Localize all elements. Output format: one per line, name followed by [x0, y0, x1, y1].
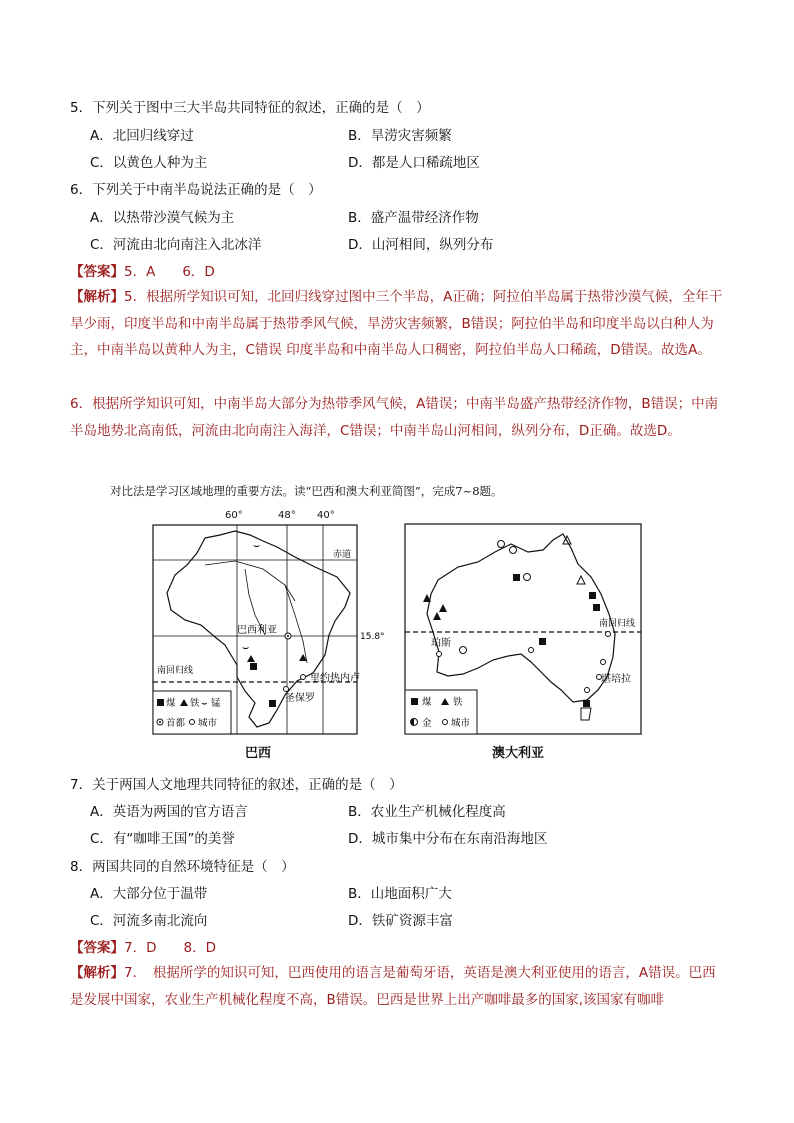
- aus-legend-city: 城市: [451, 718, 471, 729]
- coal-symbol-2: [269, 700, 276, 707]
- lon-label-40: 40°: [317, 510, 335, 521]
- answer-5-6: [70, 260, 215, 280]
- explanation-label: 【解析】: [70, 289, 124, 305]
- lon-label-60: 60°: [225, 510, 243, 521]
- legend-coal: 煤: [166, 698, 176, 709]
- legend-capital: 首都: [166, 718, 186, 729]
- q8-option-c: C．河流多南北流向: [90, 913, 208, 929]
- aus-legend-gold: 金: [422, 718, 432, 729]
- q7-option-b: B．农业生产机械化程度高: [348, 804, 506, 820]
- brazil-map: [145, 505, 385, 755]
- q5-stem: 5．下列关于图中三大半岛共同特征的叙述，正确的是（ ）: [70, 100, 430, 116]
- explanation-5: [70, 284, 726, 364]
- q5-option-a: A．北回归线穿过: [90, 128, 194, 144]
- city-perth-label: 珀斯: [431, 638, 451, 649]
- svg-text:⌣: ⌣: [201, 698, 208, 709]
- q5-option-d: D．都是人口稀疏地区: [348, 155, 480, 171]
- explanation-5-text: 5．根据所学知识可知，北回归线穿过图中三个半岛，A正确；阿拉伯半岛属于热带沙漠气候，全年干旱少雨，印度半岛和中南半岛属于热带季风气候，旱涝灾害频繁，B错误；阿拉伯半岛和印度半岛以白种人为主，中南半岛以黄种人为主，C错误 印度半岛和中南半岛人口稠密，阿拉伯半岛人口稀疏，D错误。故选A。: [70, 289, 723, 358]
- q8-option-d: D．铁矿资源丰富: [348, 913, 453, 929]
- iron-symbol: [247, 655, 255, 662]
- coal-symbol: [250, 663, 257, 670]
- australia-map: [403, 522, 643, 736]
- brazil-caption: 巴西: [245, 746, 272, 761]
- q6-option-d: D．山河相间，纵列分布: [348, 237, 494, 253]
- legend-manganese: 锰: [211, 698, 221, 709]
- legend-iron: 铁: [190, 698, 200, 709]
- brazil-tropic-label: 南回归线: [157, 666, 194, 676]
- equator-label: 赤道: [333, 550, 352, 560]
- q6-option-b: B．盛产温带经济作物: [348, 210, 479, 226]
- legend-city: 城市: [198, 718, 218, 729]
- q5-option-c: C．以黄色人种为主: [90, 155, 208, 171]
- q5-option-b: B．旱涝灾害频繁: [348, 128, 452, 144]
- answer-label: 【答案】: [70, 264, 124, 280]
- lon-label-48: 48°: [278, 510, 296, 521]
- aus-tropic-label: 南回归线: [599, 619, 636, 629]
- q8-option-a: A．大部分位于温带: [90, 886, 208, 902]
- city-perth: [437, 652, 442, 657]
- q7-option-d: D．城市集中分布在东南沿海地区: [348, 831, 548, 847]
- explanation-7-text: 7． 根据所学的知识可知，巴西使用的语言是葡萄牙语，英语是澳大利亚使用的语言，A错误。巴西是发展中国家，农业生产机械化程度不高，B错误。巴西是世界上出产咖啡最多的国家,该国家有咖啡: [70, 965, 716, 1008]
- q8-stem: 8．两国共同的自然环境特征是（ ）: [70, 859, 295, 875]
- q8-option-b: B．山地面积广大: [348, 886, 452, 902]
- explanation-label-2: 【解析】: [70, 965, 124, 981]
- q6-stem: 6．下列关于中南半岛说法正确的是（ ）: [70, 182, 322, 198]
- explanation-7: [70, 960, 726, 1013]
- city-rio: [301, 675, 306, 680]
- city-rio-label: 里约热内卢: [310, 673, 360, 684]
- city-saopaulo-label: 圣保罗: [285, 693, 315, 704]
- q6-option-c: C．河流由北向南注入北冰洋: [90, 237, 262, 253]
- answer-label-2: 【答案】: [70, 940, 124, 956]
- city-brasilia-label: 巴西利亚: [237, 625, 277, 636]
- lat-15-8-label: 15.8°: [360, 632, 385, 642]
- manganese-symbol: ⌣: [253, 539, 261, 552]
- explanation-6: 6．根据所学知识可知，中南半岛大部分为热带季风气候，A错误；中南半岛盛产热带经济作物，B错误；中南半岛地势北高南低，河流由北向南注入海洋，C错误；中南半岛山河相间，纵列分布，D正确。故选D。: [70, 396, 719, 439]
- q7-stem: 7．关于两国人文地理共同特征的叙述，正确的是（ ）: [70, 777, 403, 793]
- q7-option-a: A．英语为两国的官方语言: [90, 804, 248, 820]
- answer-text-2: 7．D 8．D: [124, 940, 216, 956]
- answer-text: 5．A 6．D: [124, 264, 215, 280]
- q7-option-c: C．有“咖啡王国”的美誉: [90, 831, 235, 847]
- aus-legend-coal: 煤: [422, 697, 432, 708]
- answer-7-8: [70, 936, 216, 956]
- australia-caption: 澳大利亚: [492, 746, 545, 761]
- city-saopaulo: [284, 687, 289, 692]
- manganese-symbol-2: ⌣: [242, 641, 250, 654]
- aus-legend-iron: 铁: [453, 697, 463, 708]
- map-intro: 对比法是学习区域地理的重要方法。读“巴西和澳大利亚简图”，完成7~8题。: [110, 484, 503, 498]
- q6-option-a: A．以热带沙漠气候为主: [90, 210, 235, 226]
- city-canberra-label: 堪培拉: [601, 674, 631, 685]
